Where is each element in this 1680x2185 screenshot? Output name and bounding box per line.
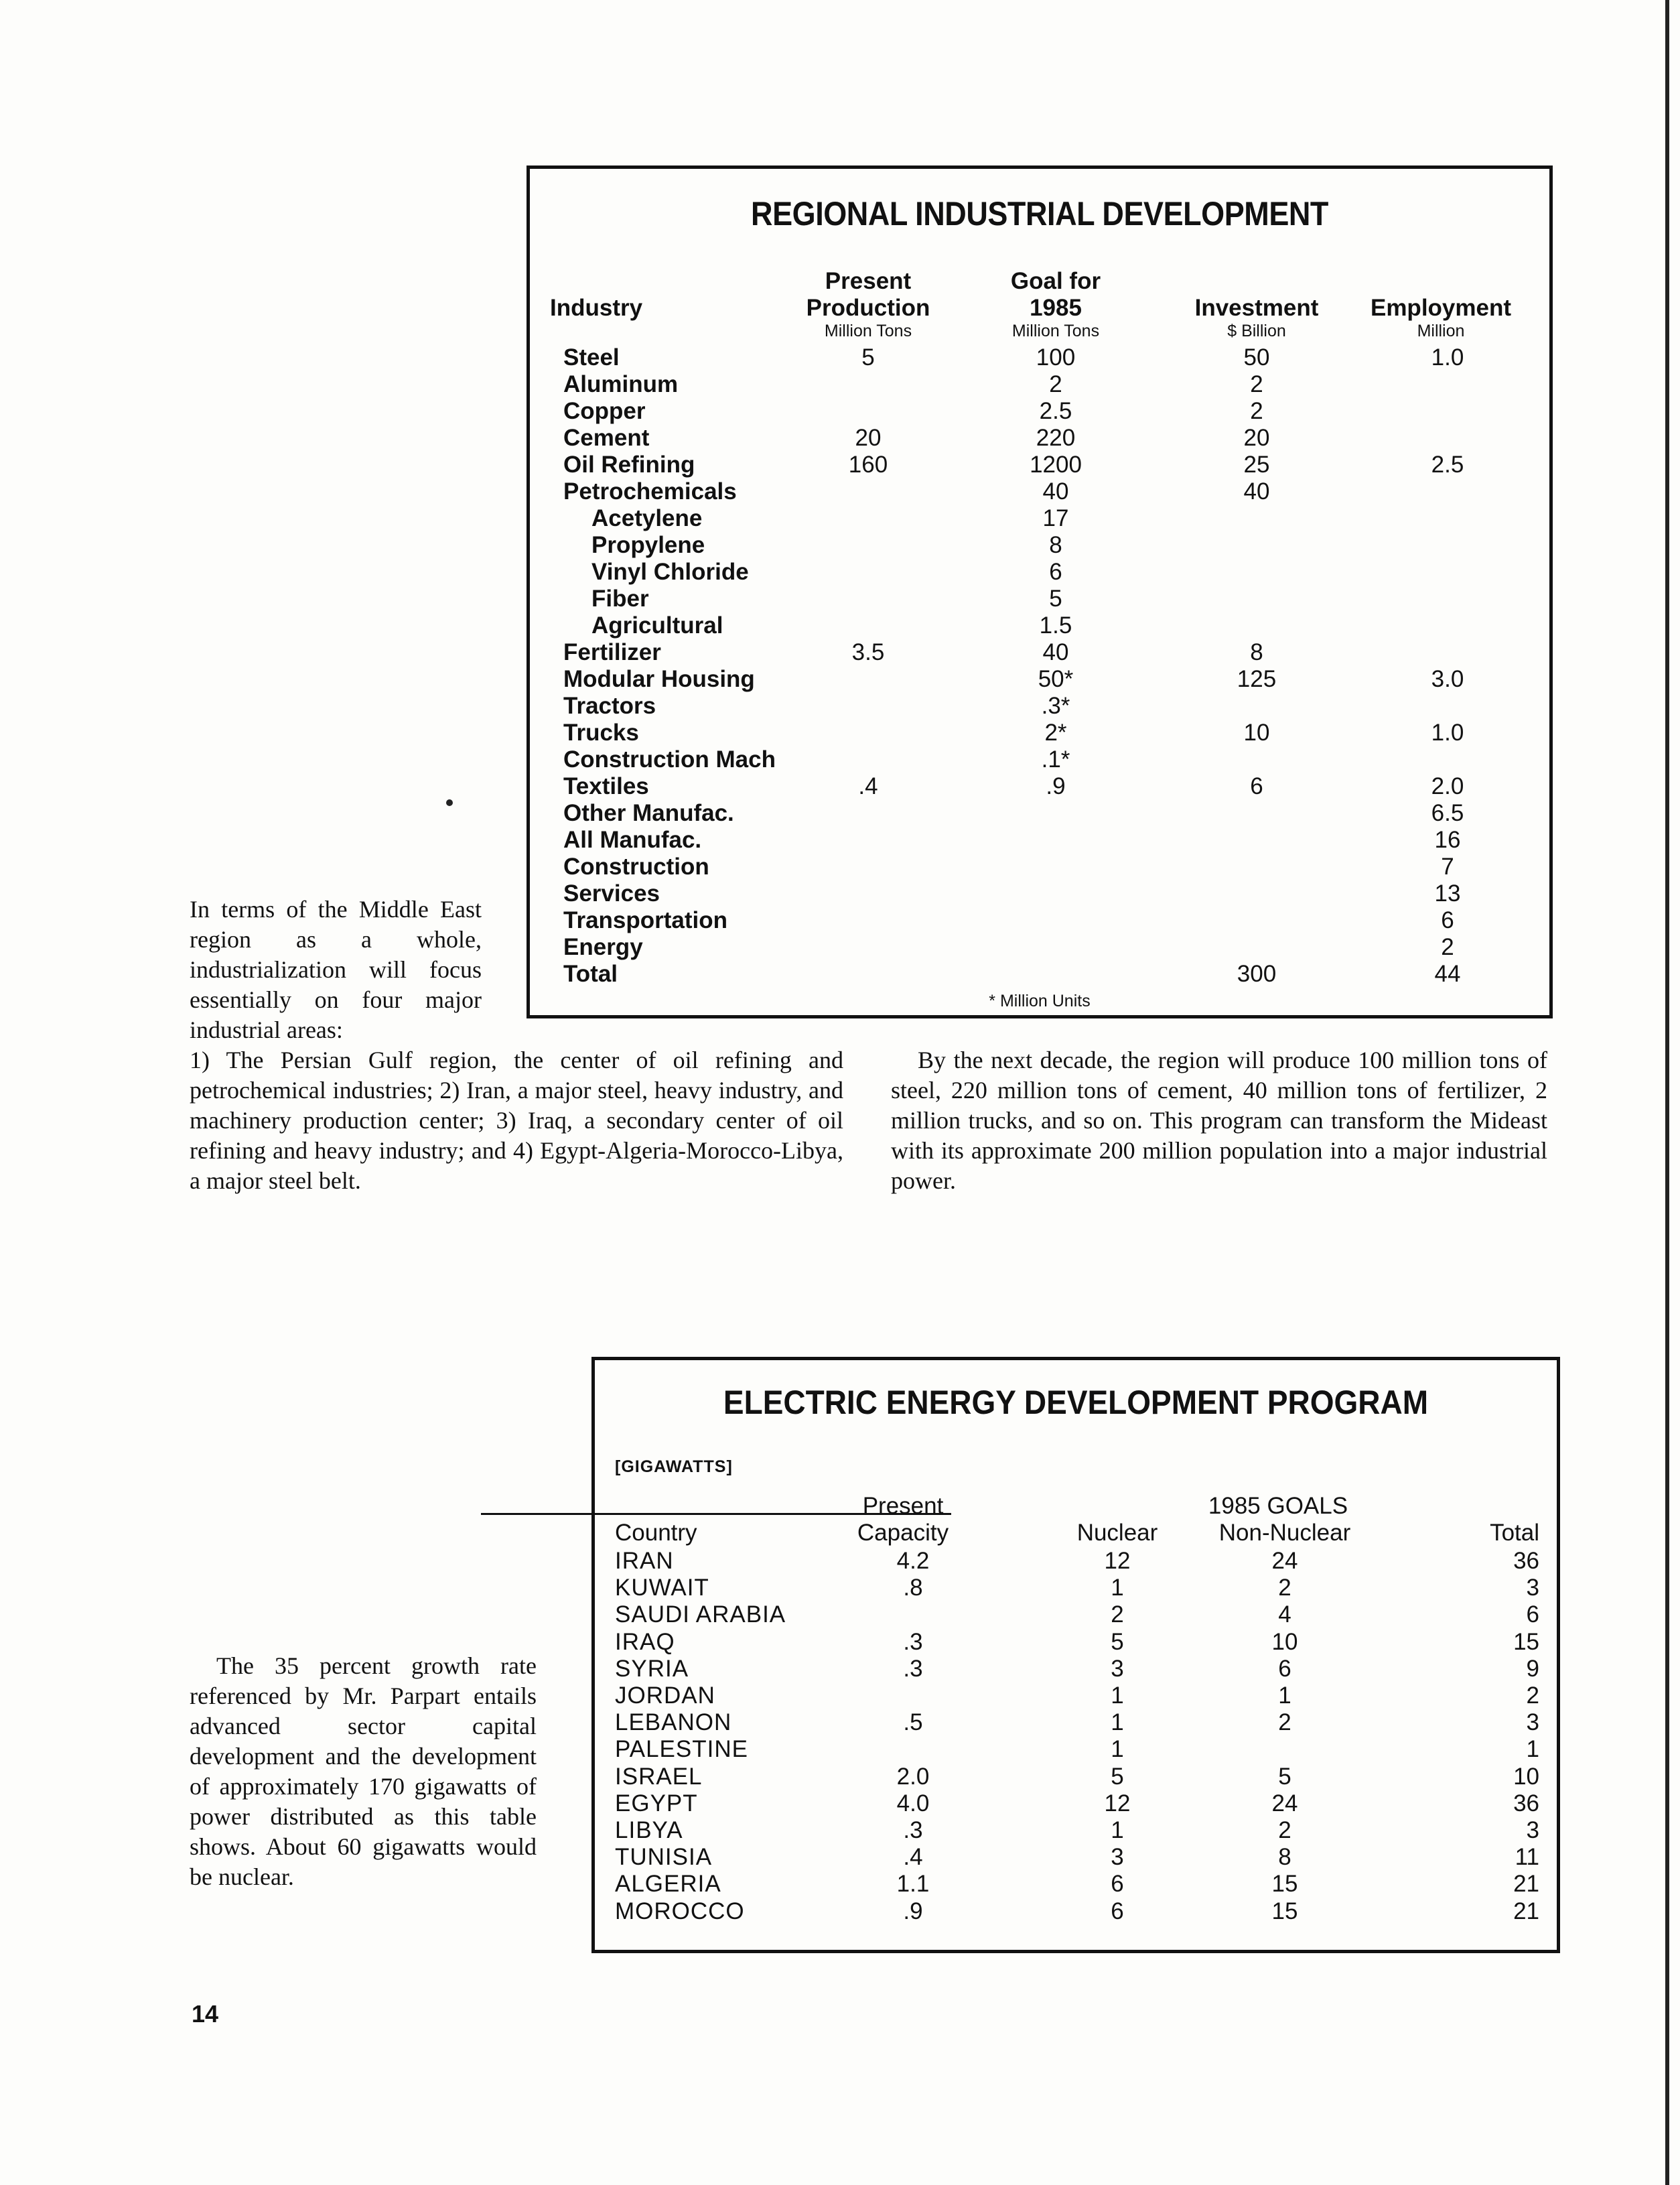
table-row [595,1844,1557,1871]
present-value: 2.0 [896,1764,930,1790]
industry-name: Construction Mach [563,746,776,773]
employment-value: 6.5 [1431,800,1464,826]
non-nuclear-value: 4 [1278,1601,1291,1628]
country-name: IRAQ [615,1629,675,1655]
table-row [595,1548,1557,1575]
table-row [595,1764,1557,1790]
header-total: Total [1490,1520,1539,1546]
industry-name: Acetylene [591,505,703,531]
nuclear-value: 1 [1111,1709,1124,1735]
header-present-capacity: Present Capacity [857,1493,949,1546]
employment-value: 1.0 [1431,720,1464,746]
investment-value: 300 [1237,961,1277,987]
present-value: 3.5 [851,639,885,665]
industry-name: Services [563,880,660,907]
header-present-production: Present Production [806,268,930,321]
non-nuclear-value: 10 [1271,1629,1298,1655]
employment-value: 1.0 [1431,344,1464,371]
investment-value: 2 [1250,398,1263,424]
non-nuclear-value: 5 [1278,1764,1291,1790]
goal-value: 2* [1044,720,1067,746]
industry-name: Propylene [591,532,705,558]
goal-value: 6 [1049,559,1062,585]
industry-name: Copper [563,398,646,424]
page-edge [1665,0,1669,2185]
non-nuclear-value: 24 [1271,1790,1298,1816]
goal-value: 1200 [1030,452,1082,478]
table-row [595,1601,1557,1628]
country-name: JORDAN [615,1682,715,1709]
nuclear-value: 3 [1111,1844,1124,1870]
table-row [595,1709,1557,1736]
table-row [530,478,1549,505]
nuclear-value: 2 [1111,1601,1124,1628]
goal-value: .1* [1041,746,1070,773]
goal-value: 100 [1036,344,1076,371]
table-title: REGIONAL INDUSTRIAL DEVELOPMENT [751,195,1328,233]
country-name: ALGERIA [615,1871,721,1897]
country-name: EGYPT [615,1790,698,1816]
total-value: 3 [1526,1575,1539,1601]
nuclear-value: 5 [1111,1764,1124,1790]
table-row [530,934,1549,961]
employment-value: 7 [1441,854,1454,880]
total-value: 3 [1526,1709,1539,1735]
paragraph-next-decade: By the next decade, the region will produce 100 million tons of steel, 220 million tons of cement, 40 million tons of fertilizer, 2 million trucks, and so on. This program can transform the Mideast with its approximate 200 million population into a major industrial power. [891,1047,1547,1194]
paragraph-growth-rate: The 35 percent growth rate referenced by Mr. Parpart entails advanced sector capital development and the development of approximately 170 gigawatts of power distributed as this table shows. About 60 gigawatts would be nuclear. [190,1652,537,1890]
present-value: 160 [848,452,888,478]
present-value: 5 [861,344,875,371]
table-units: [GIGAWATTS] [615,1457,733,1476]
industry-name: Construction [563,854,709,880]
electric-energy-table [591,1357,1560,1953]
unit-employment: Million [1417,322,1465,340]
country-name: LEBANON [615,1709,732,1735]
investment-value: 8 [1250,639,1263,665]
goal-value: 1.5 [1039,612,1072,639]
table-row [530,505,1549,532]
employment-value: 44 [1434,961,1461,987]
non-nuclear-value: 6 [1278,1656,1291,1682]
table-row [595,1736,1557,1763]
goal-value: 17 [1042,505,1069,531]
goal-value: 40 [1042,639,1069,665]
table-row [530,827,1549,854]
table-row [595,1817,1557,1844]
country-name: TUNISIA [615,1844,713,1870]
goal-value: 40 [1042,478,1069,505]
investment-value: 50 [1243,344,1270,371]
industry-name: All Manufac. [563,827,702,853]
present-value: .8 [903,1575,923,1601]
goal-value: 2.5 [1039,398,1072,424]
regional-industrial-table [527,165,1553,1018]
nuclear-value: 1 [1111,1575,1124,1601]
table-row [595,1575,1557,1601]
header-nuclear: Nuclear [1076,1520,1158,1546]
country-name: IRAN [615,1548,674,1574]
table-row [530,854,1549,880]
investment-value: 125 [1237,666,1277,692]
header-employment: Employment [1370,295,1512,321]
table-row [595,1898,1557,1925]
employment-value: 3.0 [1431,666,1464,692]
non-nuclear-value: 2 [1278,1709,1291,1735]
table-row [530,425,1549,452]
table-row [530,880,1549,907]
table-title: ELECTRIC ENERGY DEVELOPMENT PROGRAM [723,1384,1429,1421]
nuclear-value: 6 [1111,1871,1124,1897]
total-value: 21 [1513,1898,1539,1924]
page-number: 14 [192,2000,219,2028]
present-value: .3 [903,1656,923,1682]
table-row [595,1790,1557,1817]
employment-value: 16 [1434,827,1461,853]
total-value: 3 [1526,1817,1539,1843]
employment-value: 2.5 [1431,452,1464,478]
non-nuclear-value: 24 [1271,1548,1298,1574]
paragraph-regions: 1) The Persian Gulf region, the center of oil refining and petrochemical industries; 2) Iran, a major steel, heavy industry, and machinery production center; 3) Iraq, a secondary center of oil refining and heavy industry; and 4) Egypt-Algeria-Morocco-Libya, a major steel belt. [190,1047,843,1194]
nuclear-value: 5 [1111,1629,1124,1655]
country-name: SAUDI ARABIA [615,1601,786,1628]
header-goal-1985: Goal for 1985 [1010,268,1101,321]
industry-name: Agricultural [591,612,723,639]
goal-value: .9 [1046,773,1066,799]
investment-value: 2 [1250,371,1263,397]
total-value: 15 [1513,1629,1539,1655]
non-nuclear-value: 2 [1278,1817,1291,1843]
non-nuclear-value: 2 [1278,1575,1291,1601]
goal-value: 5 [1049,586,1062,612]
table-row [595,1629,1557,1656]
industry-name: Transportation [563,907,728,933]
table-row [530,746,1549,773]
table-row [530,773,1549,800]
non-nuclear-value: 15 [1271,1871,1298,1897]
non-nuclear-value: 1 [1278,1682,1291,1709]
country-name: MOROCCO [615,1898,745,1924]
industry-name: Steel [563,344,620,371]
table-row [530,344,1549,371]
nuclear-value: 1 [1111,1736,1124,1762]
total-value: 10 [1513,1764,1539,1790]
industry-name: Oil Refining [563,452,695,478]
nuclear-value: 3 [1111,1656,1124,1682]
table-footnote: * Million Units [989,992,1091,1010]
header-non-nuclear: Non-Nuclear [1218,1520,1351,1546]
goal-value: 8 [1049,532,1062,558]
investment-value: 20 [1243,425,1270,451]
total-value: 1 [1526,1736,1539,1762]
table-row [530,800,1549,827]
table-row [530,693,1549,720]
employment-value: 2 [1441,934,1454,960]
paragraph-intro: In terms of the Middle East region as a whole, industrialization will focus essentially on four major industrial areas: [190,896,482,1043]
table-row [595,1656,1557,1682]
total-value: 36 [1513,1548,1539,1574]
total-value: 21 [1513,1871,1539,1897]
goal-value: 2 [1049,371,1062,397]
total-value: 6 [1526,1601,1539,1628]
unit-present-production: Million Tons [824,322,912,340]
present-value: 1.1 [896,1871,930,1897]
nuclear-value: 1 [1111,1817,1124,1843]
investment-value: 40 [1243,478,1270,505]
table-row [530,371,1549,398]
employment-value: 6 [1441,907,1454,933]
nuclear-value: 6 [1111,1898,1124,1924]
non-nuclear-value: 15 [1271,1898,1298,1924]
table-row [530,720,1549,746]
industry-name: Fiber [591,586,649,612]
present-value: .4 [903,1844,923,1870]
country-name: KUWAIT [615,1575,709,1601]
industry-name: Tractors [563,693,656,719]
country-name: ISRAEL [615,1764,703,1790]
employment-value: 2.0 [1431,773,1464,799]
goal-value: .3* [1041,693,1070,719]
table-row [530,559,1549,586]
header-country: Country [615,1520,697,1546]
goals-divider [481,1513,951,1515]
industry-name: Aluminum [563,371,679,397]
total-value: 36 [1513,1790,1539,1816]
table-row [530,907,1549,934]
industry-name: Cement [563,425,650,451]
industry-name: Petrochemicals [563,478,737,505]
industry-name: Other Manufac. [563,800,734,826]
country-name: SYRIA [615,1656,689,1682]
table-row [530,639,1549,666]
header-industry: Industry [550,295,643,321]
industry-name: Total [563,961,618,987]
table-row [530,586,1549,612]
investment-value: 6 [1250,773,1263,799]
table-row [595,1682,1557,1709]
present-value: .4 [858,773,878,799]
table-row [530,666,1549,693]
table-row [530,961,1549,988]
country-name: LIBYA [615,1817,683,1843]
print-speck [446,799,453,806]
table-row [530,452,1549,478]
present-value: 20 [855,425,882,451]
industry-name: Textiles [563,773,649,799]
total-value: 11 [1515,1844,1539,1870]
goal-value: 220 [1036,425,1076,451]
header-1985-goals: 1985 GOALS [1208,1493,1348,1519]
unit-goal: Million Tons [1011,322,1100,340]
total-value: 2 [1526,1682,1539,1709]
present-value: 4.0 [896,1790,930,1816]
present-value: 4.2 [896,1548,930,1574]
present-value: .3 [903,1817,923,1843]
industry-name: Trucks [563,720,639,746]
investment-value: 10 [1243,720,1270,746]
employment-value: 13 [1434,880,1461,907]
table-row [530,532,1549,559]
nuclear-value: 1 [1111,1682,1124,1709]
table-row [530,612,1549,639]
table-row [595,1871,1557,1898]
industry-name: Vinyl Chloride [591,559,749,585]
industry-name: Modular Housing [563,666,755,692]
nuclear-value: 12 [1104,1548,1131,1574]
goal-value: 50* [1038,666,1074,692]
present-value: .9 [903,1898,923,1924]
present-value: .3 [903,1629,923,1655]
total-value: 9 [1526,1656,1539,1682]
industry-name: Fertilizer [563,639,661,665]
unit-investment: $ Billion [1227,322,1286,340]
investment-value: 25 [1243,452,1270,478]
nuclear-value: 12 [1104,1790,1131,1816]
present-value: .5 [903,1709,923,1735]
non-nuclear-value: 8 [1278,1844,1291,1870]
table-row [530,398,1549,425]
industry-name: Energy [563,934,643,960]
header-investment: Investment [1194,295,1319,321]
country-name: PALESTINE [615,1736,748,1762]
